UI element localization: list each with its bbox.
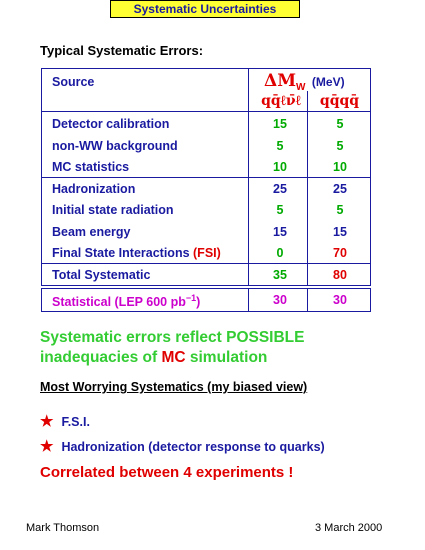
value-hadronic: 70: [333, 246, 347, 260]
row-label: [52, 246, 221, 260]
total-label: Total Systematic: [52, 268, 151, 282]
column-divider: [248, 289, 249, 311]
row-label: Detector calibration: [52, 117, 170, 131]
star-icon: ★: [40, 438, 54, 455]
systematics-message: Systematic errors reflect POSSIBLE inadequacies of MC simulation: [40, 329, 305, 366]
value-semileptonic: 15: [273, 225, 287, 239]
total-semileptonic: 35: [273, 268, 287, 282]
value-hadronic: 10: [333, 160, 347, 174]
header-source: Source: [52, 75, 95, 89]
value-hadronic: 25: [333, 182, 347, 196]
value-hadronic: 5: [336, 117, 344, 131]
statistical-semileptonic: 30: [273, 293, 287, 307]
value-hadronic: 5: [336, 139, 344, 153]
fsi-abbrev: (FSI): [193, 246, 221, 260]
subscript-w: W: [296, 82, 306, 94]
footer-date: 3 March 2000: [315, 522, 383, 534]
row-label: MC statistics: [52, 160, 130, 174]
value-hadronic: 15: [333, 225, 347, 239]
typical-errors-heading: Typical Systematic Errors:: [40, 43, 204, 58]
header-delta-mw: [264, 71, 345, 93]
footer-author: Mark Thomson: [26, 522, 100, 534]
column-divider: [307, 289, 308, 311]
value-semileptonic: 10: [273, 160, 287, 174]
correlated-statement: Correlated between 4 experiments !: [40, 464, 294, 481]
star-icon: ★: [40, 413, 54, 430]
worrying-heading: Most Worrying Systematics (my biased view): [40, 380, 308, 394]
header-hadronic: qq̄qq̄: [319, 93, 360, 109]
header-semileptonic: qq̄ℓν̄ℓ: [261, 93, 301, 109]
value-semileptonic: 5: [276, 139, 284, 153]
delta-m-symbol: ΔM: [264, 71, 297, 91]
systematics-table: [41, 68, 371, 286]
bullet-item: ★ Hadronization (detector response to quarks): [40, 438, 325, 455]
value-semileptonic: 25: [273, 182, 287, 196]
row-divider: [42, 263, 370, 264]
value-semileptonic: 5: [276, 203, 284, 217]
row-label: Initial state radiation: [52, 203, 174, 217]
column-divider: [307, 91, 308, 285]
statistical-row: [41, 288, 371, 312]
page-title: Systematic Uncertainties: [110, 0, 300, 18]
row-label: non-WW background: [52, 139, 178, 153]
statistical-label: Statistical (LEP 600 $pb^{-1}$): [52, 293, 201, 310]
bullet-item: ★ F.S.I.: [40, 413, 90, 430]
row-divider: [42, 111, 370, 112]
value-hadronic: 5: [336, 203, 344, 217]
value-semileptonic: 15: [273, 117, 287, 131]
statistical-hadronic: 30: [333, 293, 347, 307]
value-semileptonic: 0: [276, 246, 284, 260]
fsi-label: Final State Interactions: [52, 246, 190, 260]
unit-mev: (MeV): [311, 75, 345, 89]
row-divider: [42, 177, 370, 178]
total-hadronic: 80: [333, 268, 347, 282]
row-label: Hadronization: [52, 182, 136, 196]
row-label: Beam energy: [52, 225, 131, 239]
